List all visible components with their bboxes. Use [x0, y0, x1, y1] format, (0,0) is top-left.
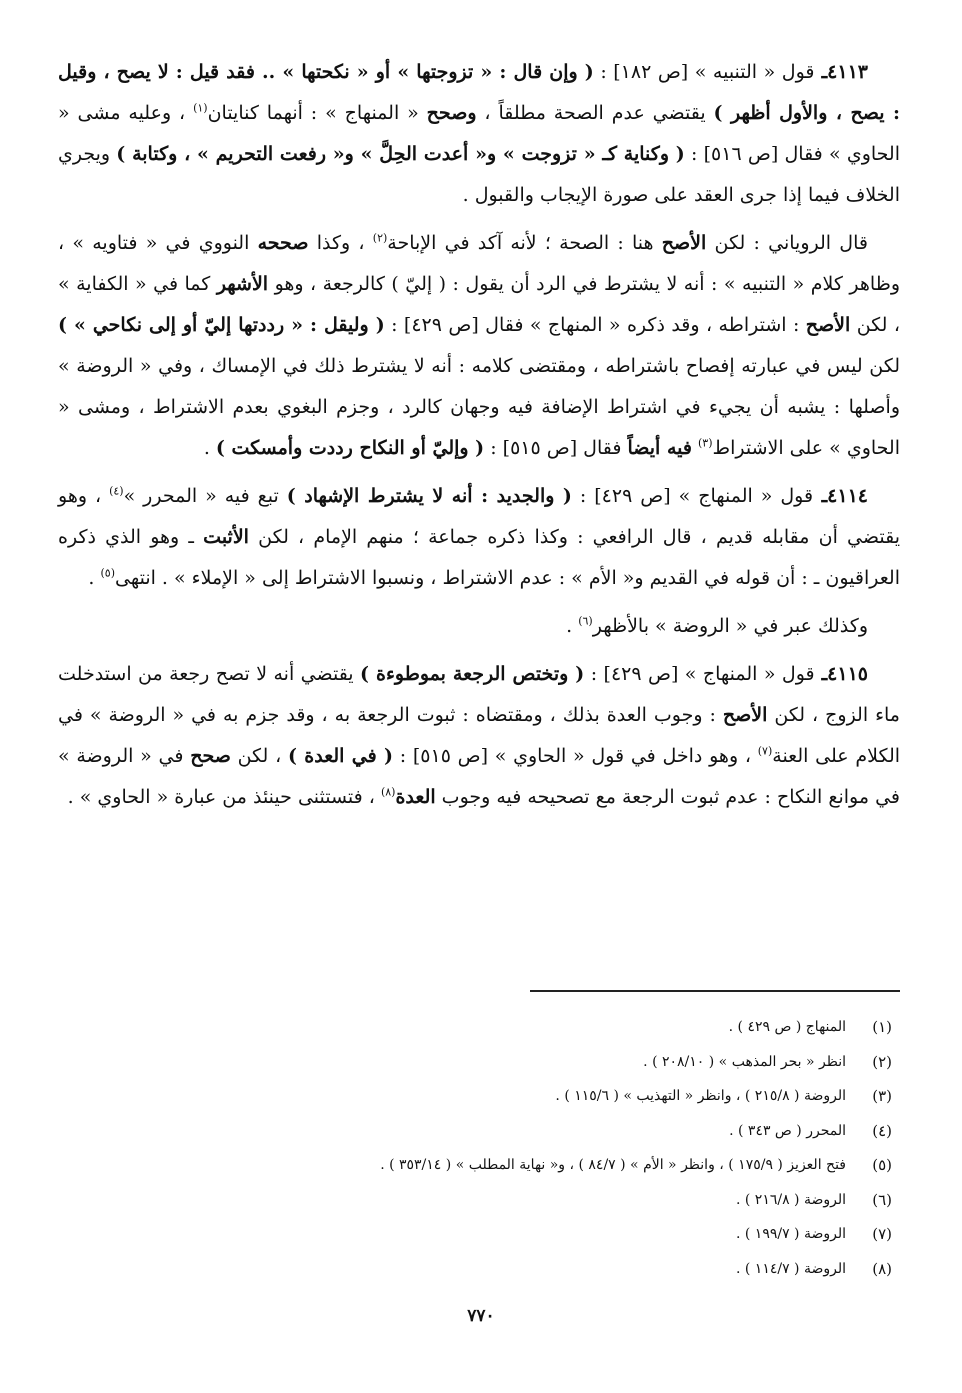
paragraph [58, 476, 900, 599]
footnote [62, 1252, 892, 1287]
footnote-ref: (٣) [698, 436, 713, 450]
footnote-text: الروضة ( ١٩٩/٧ ) . [735, 1226, 846, 1242]
footnote-ref: (١) [193, 101, 208, 115]
footnote-ref: (٢) [372, 231, 388, 245]
bold-text: الأصح [805, 314, 851, 336]
footnote-text: الروضة ( ٢١٦/٨ ) . [735, 1191, 846, 1208]
footnote-separator [530, 990, 900, 992]
bold-text: وصحح [426, 102, 477, 124]
bold-text: ٤١١٣ـ [814, 61, 868, 83]
text-run: « المنهاج » : أنهما كنايتان [207, 102, 427, 124]
text-run: يقتضي عدم الصحة مطلقاً ، [476, 102, 714, 124]
text-run: وكذلك عبر في « الروضة » بالأظهر [592, 615, 868, 637]
footnote-ref: (٦) [578, 614, 593, 628]
footnote [62, 1045, 892, 1080]
footnote-text: فتح العزيز ( ١٧٥/٩ ) ، وانظر « الأم » ( ٨٤/٧ ) ، و« نهاية المطلب » ( ٣٥٣/١٤ ) . [380, 1157, 846, 1173]
bold-text: ( وتختص الرجعة بموطوءة ) [360, 663, 585, 685]
footnote [62, 1183, 892, 1218]
text-run: ، وعليه مشى « الحاوي » فقال [ص ٥١٦] : [58, 102, 900, 165]
page-number: ٧٧٠ [467, 1306, 495, 1326]
text-run: قول « المنهاج » [ص ٤٢٩] : [584, 663, 815, 685]
footnote-number: (٢) [872, 1052, 892, 1071]
footnote-ref: (٥) [100, 566, 115, 580]
text-run: : اشتراطه ، وقد ذكره « المنهاج » فقال [ص ٤٢٩] : [384, 314, 806, 336]
text-run: كما في « الكفاية » ، لكن [58, 273, 900, 336]
footnote [62, 1217, 892, 1252]
footnote-number: (٥) [872, 1156, 892, 1174]
footnote-number: (١) [872, 1018, 892, 1036]
text-run: قول « التنبيه » [ص ١٨٢] : [593, 61, 815, 83]
footnote-number: (٦) [872, 1190, 892, 1209]
bold-text: ٤١١٥ـ [814, 663, 868, 685]
bold-text: صححه [257, 232, 309, 254]
text-run: ، فتستثنى حينئذ من عبارة « الحاوي » . [67, 786, 381, 808]
book-page [58, 52, 900, 1352]
text-run: قال الروياني : لكن [706, 232, 868, 254]
footnote [62, 1148, 892, 1183]
bold-text: فيه أيضاً [627, 437, 692, 459]
main-text [58, 52, 900, 818]
paragraph [58, 606, 900, 647]
bold-text: الأصح [722, 704, 768, 726]
footnote [62, 1010, 892, 1045]
text-run: . [88, 567, 101, 589]
bold-text: ( والجديد : أنه لا يشترط الإشهاد ) [286, 485, 572, 507]
text-run: النووي في « فتاويه » ، وظاهر كلام « التنبيه » : أنه لا يشترط في الرد أن يقول : ( إليّ ) كالرجعة ، وهو [58, 232, 900, 295]
bold-text: الأشهر [216, 273, 269, 295]
text-run: : وجوب العدة بذلك ، ومقتضاه : ثبوت الرجعة به ، وقد جزم به في « الروضة » في الكلام على العنة [58, 704, 901, 767]
text-run: في « الروضة » في موانع النكاح : عدم ثبوت الرجعة مع تصحيحه فيه وجوب [58, 745, 900, 808]
bold-text: ( وإن قال : « تزوجتها » أو « نكحتها » .. فقد قيل : لا يصح ، وقيل : يصح ، والأول أظهر ) [58, 61, 900, 124]
text-run: ، وهو داخل في قول « الحاوي » [ص ٥١٥] : [392, 745, 758, 767]
text-run: ـ وهو الذي ذكره العراقيون ـ : أن قوله في القديم و« الأم » : عدم الاشتراط ، ونسبوا الاشتراط إلى « الإملاء » . انتهى [58, 526, 900, 589]
bold-text: ( وليقل : « رددتها إليّ أو إلى نكاحي » ) [58, 314, 385, 336]
bold-text: ( في العدة ) [287, 745, 393, 767]
footnote-number: (٤) [872, 1121, 892, 1140]
text-run: ، لكن [230, 745, 288, 767]
text-run: يقتضي أنه لا تصح رجعة من استدخلت ماء الزوج ، لكن [58, 663, 900, 726]
paragraph [58, 223, 900, 469]
text-run: فقال [ص ٥١٥] : [484, 437, 628, 459]
footnote-text: الروضة ( ١١٤/٧ ) . [735, 1260, 846, 1277]
bold-text: صحح [190, 745, 231, 767]
footnote-ref: (٤) [109, 484, 124, 498]
text-run: ويجري الخلاف فيما إذا جرى العقد على صورة الإيجاب والقبول . [58, 143, 900, 206]
text-run: لكن ليس في عبارته إفصاح باشتراطه ، ومقتضى كلامه : أنه لا يشترط ذلك في الإمساك ، وفي « الروضة » وأصلها : يشبه أن يجيء في اشتراط الإضافة فيه وجهان كالرد ، وجزم البغوي بعدم الاشتراط ، ومشى « الحاوي » على الاشتراط [58, 355, 900, 459]
bold-text: ( وكناية كـ « تزوجت » و« أعدت الحِلَّ » و« رفعت التحريم » ، وكتابة ) [116, 143, 685, 165]
footnote-number: (٧) [872, 1225, 892, 1243]
paragraph [58, 654, 900, 818]
footnote-number: (٨) [872, 1259, 892, 1278]
bold-text: الأثبت [203, 526, 249, 548]
footnote-text: الروضة ( ٢١٥/٨ ) ، وانظر « التهذيب » ( ١١٥/٦ ) . [555, 1088, 846, 1104]
bold-text: ( وإليّ أو النكاح رددت وأمسكت ) [215, 437, 485, 459]
footnote-text: انظر « بحر المذهب » ( ٢٠٨/١٠ ) . [643, 1053, 846, 1070]
paragraph [58, 52, 900, 216]
text-run: . [566, 615, 579, 637]
footnote [62, 1114, 892, 1149]
footnote-ref: (٧) [757, 744, 773, 758]
text-run: تبع فيه « المحرر » [123, 485, 287, 507]
footnote [62, 1079, 892, 1114]
footnote-text: المنهاج ( ص ٤٢٩ ) . [728, 1019, 846, 1035]
text-run: . [203, 437, 216, 459]
text-run: قول « المنهاج » [ص ٤٢٩] : [571, 485, 814, 507]
text-run: ، وهو يقتضي أن مقابله قديم ، قال الرافعي : وكذا ذكره جماعة ؛ منهم الإمام ، لكن [58, 485, 900, 548]
footnotes [62, 1010, 892, 1286]
footnote-ref: (٨) [380, 785, 396, 799]
footnote-number: (٣) [872, 1087, 892, 1105]
bold-text: ٤١١٤ـ [813, 485, 868, 507]
bold-text: العدة [395, 786, 436, 808]
text-run: ، وكذا [308, 232, 373, 254]
footnote-text: المحرر ( ص ٣٤٣ ) . [729, 1122, 846, 1139]
text-run: هنا : الصحة ؛ لأنه آكد في الإباحة [387, 232, 662, 254]
bold-text: الأصح [661, 232, 707, 254]
